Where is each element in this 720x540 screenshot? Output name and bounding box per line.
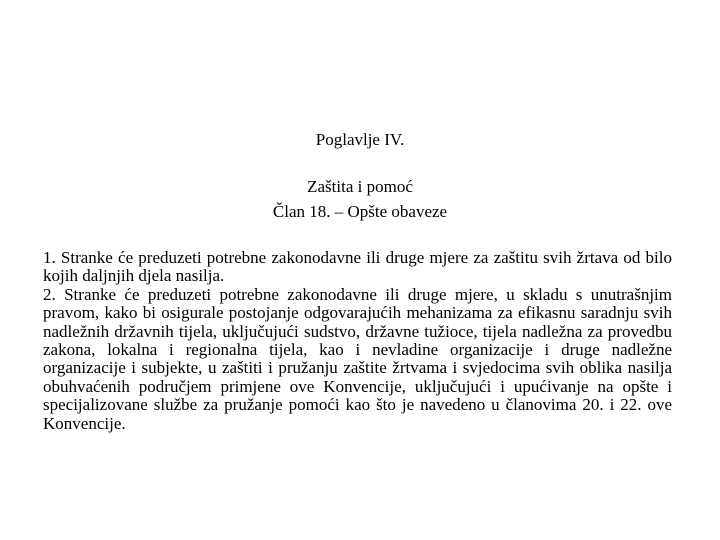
paragraph-1: 1. Stranke će preduzeti potrebne zakonodavne ili druge mjere za zaštitu svih žrtava od bilo kojih daljnjih djela nasilja. [43,248,672,286]
section-title: Zaštita i pomoć [307,177,413,196]
article-body [43,249,672,433]
chapter-heading: Poglavlje IV. [315,130,405,149]
article-title: Član 18. – Opšte obaveze [272,202,448,221]
paragraph-2: 2. Stranke će preduzeti potrebne zakonodavne ili druge mjere, u skladu s unutrašnjim pravom, kako bi osigurale postojanje odgovarajućih mehanizama za efikasnu saradnju svih nadležnih državnih tijela, uključujući sudstvo, državne tužioce, tijela nadležna za provedbu zakona, lokalna i regionalna tijela, kao i nevladine organizacije i druge nadležne organizacije i subjekte, u zaštiti i pružanju zaštite žrtvama i svjedocima svih oblika nasilja obuhvaćenih područjem primjene ove Konvencije, uključujući i upućivanje na opšte i specijalizovane službe za pružanje pomoći kao što je navedeno u članovima 20. i 22. ove Konvencije. [43,284,672,433]
